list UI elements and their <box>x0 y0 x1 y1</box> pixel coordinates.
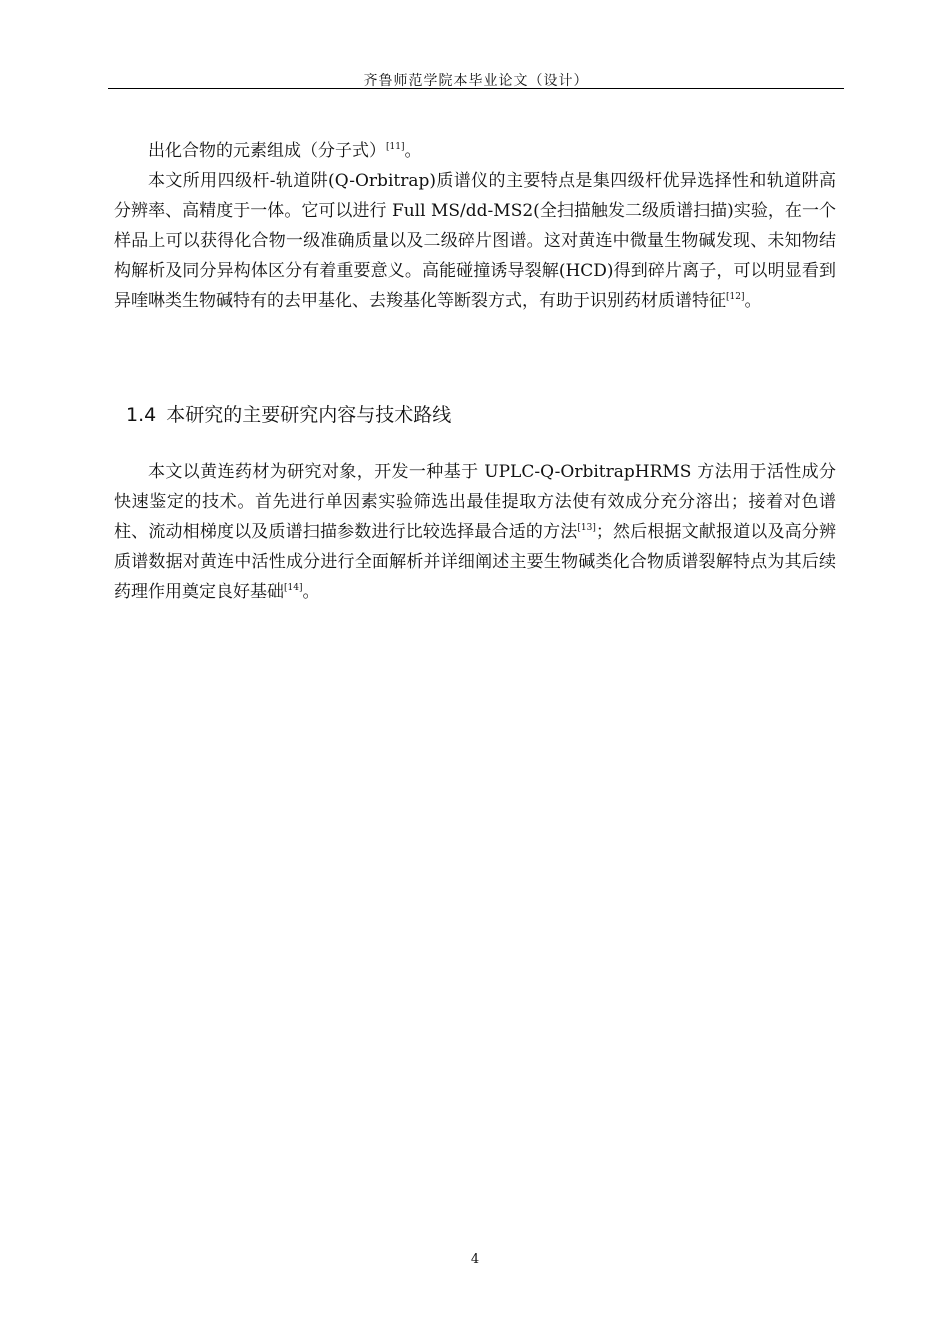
citation-ref: [12] <box>726 292 745 302</box>
paragraph-q-orbitrap <box>114 166 836 316</box>
citation-ref: [11] <box>386 142 405 152</box>
paragraph-text: 本文以黄连药材为研究对象，开发一种基于 UPLC-Q-OrbitrapHRMS 方法用于活性成分快速鉴定的技术。首先进行单因素实验筛选出最佳提取方法使有效成分充分溶出；接着对色谱柱、流动相梯度以及质谱扫描参数进行比较选择最合适的方法 <box>114 462 836 542</box>
section-heading <box>126 400 451 427</box>
section-number: 1.4 <box>126 404 157 426</box>
paragraph-research-content <box>114 457 836 607</box>
paragraph-tail: 。 <box>404 141 422 161</box>
header-rule <box>108 88 844 89</box>
paragraph-tail: 。 <box>744 291 762 311</box>
paragraph-tail: 。 <box>302 582 320 602</box>
paragraph-text: 本文所用四级杆-轨道阱(Q-Orbitrap)质谱仪的主要特点是集四级杆优异选择性和轨道阱高分辨率、高精度于一体。它可以进行 Full MS/dd-MS2(全扫描触发二级质谱扫描)实验，在一个样品上可以获得化合物一级准确质量以及二级碎片图谱。这对黄连中微量生物碱发现、未知物结构解析及同分异构体区分有着重要意义。高能碰撞诱导裂解(HCD)得到碎片离子，可以明显看到异喹啉类生物碱特有的去甲基化、去羧基化等断裂方式，有助于识别药材质谱特征 <box>114 171 836 311</box>
paragraph-continuation <box>114 136 836 166</box>
paragraph-text: ；然后根据文献报道以及高分辨质谱数据对黄连中活性成分进行全面解析并详细阐述主要生物碱类化合物质谱裂解特点为其后续药理作用奠定良好基础 <box>114 522 837 602</box>
section-title: 本研究的主要研究内容与技术路线 <box>166 404 452 426</box>
citation-ref: [13] <box>577 523 596 533</box>
page-number: 4 <box>470 1252 480 1267</box>
page-header: 齐鲁师范学院本毕业论文（设计） <box>363 73 589 89</box>
paragraph-text: 出化合物的元素组成（分子式） <box>148 141 386 161</box>
citation-ref: [14] <box>284 583 303 593</box>
